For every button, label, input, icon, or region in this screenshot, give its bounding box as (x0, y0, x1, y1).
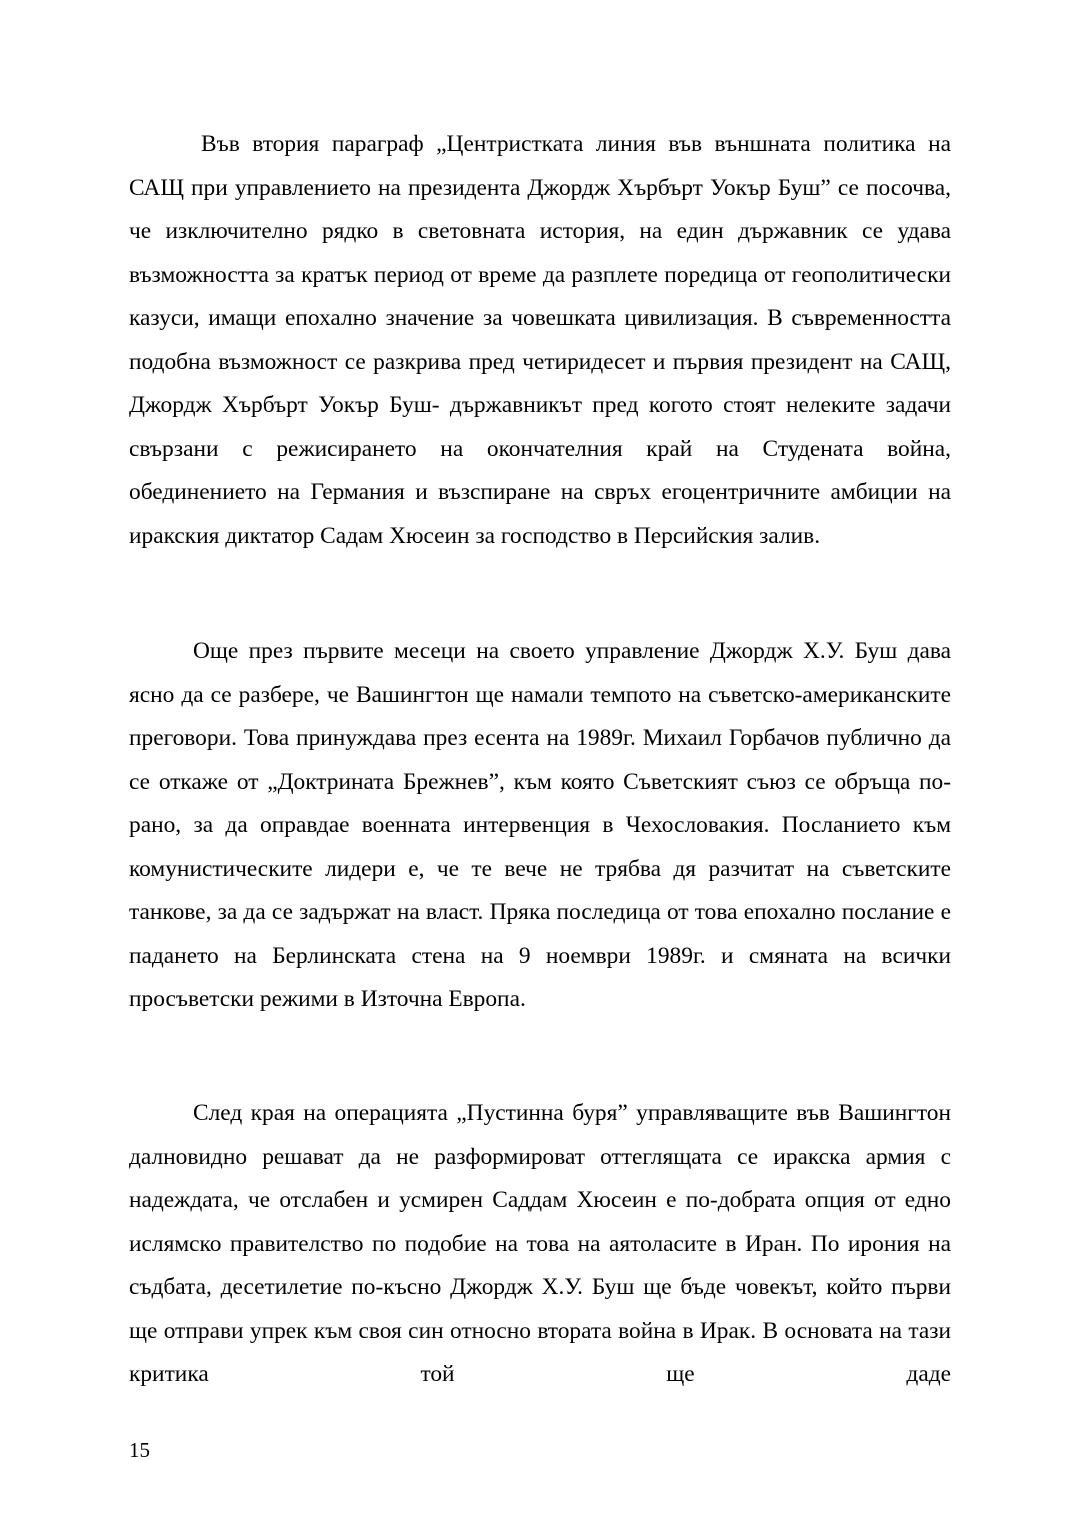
paragraph-1: Във втория параграф „Центристката линия във външната политика на САЩ при управлението на президента Джордж Хърбърт Уокър Буш” се посочва, че изключително рядко в световната история, на един държавник се удава възможността за кратък период от време да разплете поредица от геополитически казуси, имащи епохално значение за човешката цивилизация. В съвременността подобна възможност се разкрива пред четиридесет и първия президент на САЩ, Джордж Хърбърт Уокър Буш- държавникът пред когото стоят нелеките задачи свързани с режисирането на окончателния край на Студената война, обединението на Германия и възспиране на свръх егоцентричните амбиции на иракския диктатор Садам Хюсеин за господство в Персийския залив. (129, 131, 951, 549)
paragraph-3: След края на операцията „Пустинна буря” управляващите във Вашингтон далновидно решават да не разформироват оттеглящата се иракска армия с надеждата, че отслабен и усмирен Саддам Хюсеин е по-добрата опция от едно ислямско правителство по подобие на това на аятоласите в Иран. По ирония на съдбата, десетилетие по-късно Джордж Х.У. Буш ще бъде човекът, който първи ще отправи упрек към своя син относно втората война в Ирак. В основата на тази критика той ще даде (129, 1100, 951, 1387)
paragraph-2: Още през първите месеци на своето управление Джордж Х.У. Буш дава ясно да се разбере, че Вашингтон ще намали темпото на съветско-американските преговори. Това принуждава през есента на 1989г. Михаил Горбачов публично да се откаже от „Доктрината Брежнев”, към която Съветският съюз се обръща по-рано, за да оправдае военната интервенция в Чехословакия. Посланието към комунистическите лидери е, че те вече не трябва дя разчитат на съветските танкове, за да се задържат на власт. Пряка последица от това епохално послание е падането на Берлинската стена на 9 ноември 1989г. и смяната на всички просъветски режими в Източна Европа. (129, 638, 951, 1012)
page-number: 15 (129, 1438, 150, 1462)
